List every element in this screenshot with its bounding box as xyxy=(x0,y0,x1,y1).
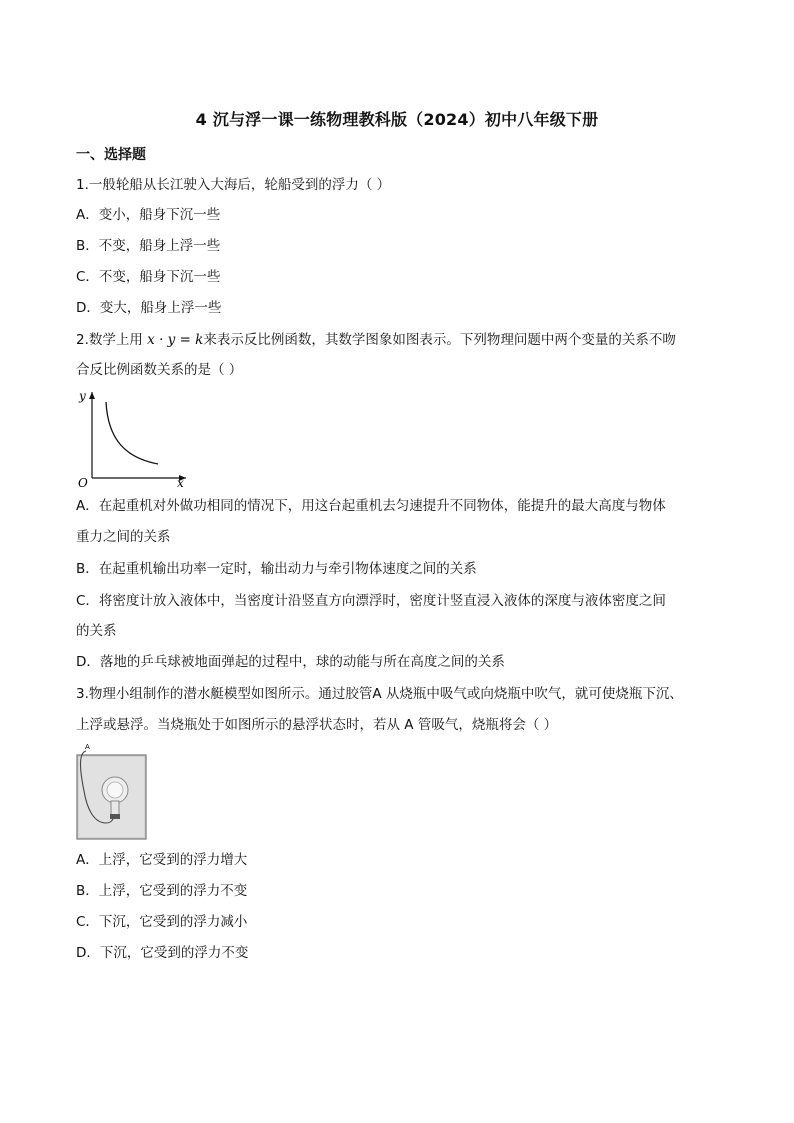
q3-option-b: B．上浮，它受到的浮力不变 xyxy=(76,883,248,899)
origin-label: O xyxy=(78,476,88,488)
question-3-stem-line2: 上浮或悬浮。当烧瓶处于如图所示的悬浮状态时，若从 A 管吸气，烧瓶将会（ ） xyxy=(76,717,558,733)
q2-stem-prefix: 2.数学上用 xyxy=(76,332,148,348)
submarine-model-figure xyxy=(76,741,150,841)
q1-option-d: D．变大，船身上浮一些 xyxy=(76,300,222,316)
hyperbola-curve xyxy=(106,402,158,464)
q2-math-expression: x · y = k xyxy=(147,332,204,348)
q2-option-c-cont: 的关系 xyxy=(76,623,117,639)
q2-option-d: D．落地的乒乓球被地面弹起的过程中，球的动能与所在高度之间的关系 xyxy=(76,654,505,670)
q2-option-b: B．在起重机输出功率一定时，输出动力与牵引物体速度之间的关系 xyxy=(76,561,477,577)
q2-stem-suffix: 来表示反比例函数，其数学图象如图表示。下列物理问题中两个变量的关系不吻 xyxy=(203,332,676,348)
question-3-stem: 3.物理小组制作的潜水艇模型如图所示。通过胶管A 从烧瓶中吸气或向烧瓶中吹气，就可使烧瓶下沉、 xyxy=(76,686,683,702)
q3-option-c: C．下沉，它受到的浮力减小 xyxy=(76,914,248,930)
q3-option-a: A．上浮，它受到的浮力增大 xyxy=(76,852,248,868)
flask-stopper xyxy=(110,814,120,819)
q2-option-a: A．在起重机对外做功相同的情况下，用这台起重机去匀速提升不同物体，能提升的最大高度与物体 xyxy=(76,498,666,514)
inverse-function-graph xyxy=(76,388,188,488)
y-axis-label: y xyxy=(79,389,86,403)
x-axis-label: x xyxy=(177,476,184,488)
tube-label: A xyxy=(85,743,90,751)
y-axis-arrow xyxy=(89,392,95,399)
question-1-stem: 1.一般轮船从长江驶入大海后，轮船受到的浮力（ ） xyxy=(76,177,391,193)
page-title: 4 沉与浮一课一练物理教科版（2024）初中八年级下册 xyxy=(195,110,599,129)
question-2-stem xyxy=(76,331,676,349)
q3-option-d: D．下沉，它受到的浮力不变 xyxy=(76,945,249,961)
question-2-stem-line2: 合反比例函数关系的是（ ） xyxy=(76,362,243,378)
q2-option-c: C．将密度计放入液体中，当密度计沿竖直方向漂浮时，密度计竖直浸入液体的深度与液体密度之间 xyxy=(76,593,666,609)
section-heading: 一、选择题 xyxy=(76,147,146,163)
q1-option-a: A．变小，船身下沉一些 xyxy=(76,207,221,223)
q1-option-b: B．不变，船身上浮一些 xyxy=(76,238,221,254)
flask-highlight xyxy=(107,782,123,798)
q2-option-a-cont: 重力之间的关系 xyxy=(76,529,171,545)
flask-neck xyxy=(111,801,119,815)
q1-option-c: C．不变，船身下沉一些 xyxy=(76,269,221,285)
